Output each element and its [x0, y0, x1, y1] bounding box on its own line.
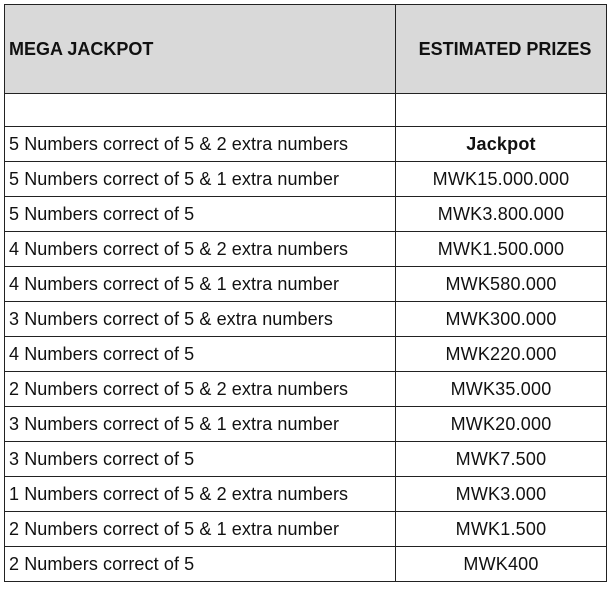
table-row [5, 267, 607, 302]
combination-cell: 2 Numbers correct of 5 [5, 547, 396, 582]
combination-cell: 2 Numbers correct of 5 & 2 extra numbers [5, 372, 396, 407]
table-row [5, 547, 607, 582]
table-row [5, 512, 607, 547]
prize-table [4, 4, 607, 582]
prize-cell: MWK3.000 [396, 477, 607, 512]
table-row [5, 162, 607, 197]
combination-cell: 3 Numbers correct of 5 & 1 extra number [5, 407, 396, 442]
combination-cell: 5 Numbers correct of 5 [5, 197, 396, 232]
prize-cell: MWK400 [396, 547, 607, 582]
prize-cell: Jackpot [396, 127, 607, 162]
prize-cell: MWK580.000 [396, 267, 607, 302]
prize-cell: MWK1.500.000 [396, 232, 607, 267]
combination-cell: 2 Numbers correct of 5 & 1 extra number [5, 512, 396, 547]
prize-cell: MWK1.500 [396, 512, 607, 547]
combination-cell: 4 Numbers correct of 5 & 2 extra numbers [5, 232, 396, 267]
header-row [5, 5, 607, 94]
table-row [5, 197, 607, 232]
prize-cell: MWK7.500 [396, 442, 607, 477]
combination-cell: 5 Numbers correct of 5 & 1 extra number [5, 162, 396, 197]
table-row [5, 302, 607, 337]
combination-cell: 4 Numbers correct of 5 [5, 337, 396, 372]
combination-cell: 3 Numbers correct of 5 [5, 442, 396, 477]
combination-cell: 3 Numbers correct of 5 & extra numbers [5, 302, 396, 337]
description-header: MEGA JACKPOT [5, 5, 396, 94]
empty-cell [5, 94, 396, 127]
combination-cell: 5 Numbers correct of 5 & 2 extra numbers [5, 127, 396, 162]
table-row [5, 407, 607, 442]
table-row [5, 127, 607, 162]
prize-header: ESTIMATED PRIZES [396, 5, 607, 94]
combination-cell: 1 Numbers correct of 5 & 2 extra numbers [5, 477, 396, 512]
table-row [5, 337, 607, 372]
prize-cell: MWK20.000 [396, 407, 607, 442]
prize-cell: MWK220.000 [396, 337, 607, 372]
table-row [5, 477, 607, 512]
prize-cell: MWK15.000.000 [396, 162, 607, 197]
prize-cell: MWK3.800.000 [396, 197, 607, 232]
prize-cell: MWK300.000 [396, 302, 607, 337]
table-row [5, 372, 607, 407]
table-row [5, 442, 607, 477]
table-row [5, 232, 607, 267]
prize-cell: MWK35.000 [396, 372, 607, 407]
combination-cell: 4 Numbers correct of 5 & 1 extra number [5, 267, 396, 302]
empty-row [5, 94, 607, 127]
empty-cell [396, 94, 607, 127]
